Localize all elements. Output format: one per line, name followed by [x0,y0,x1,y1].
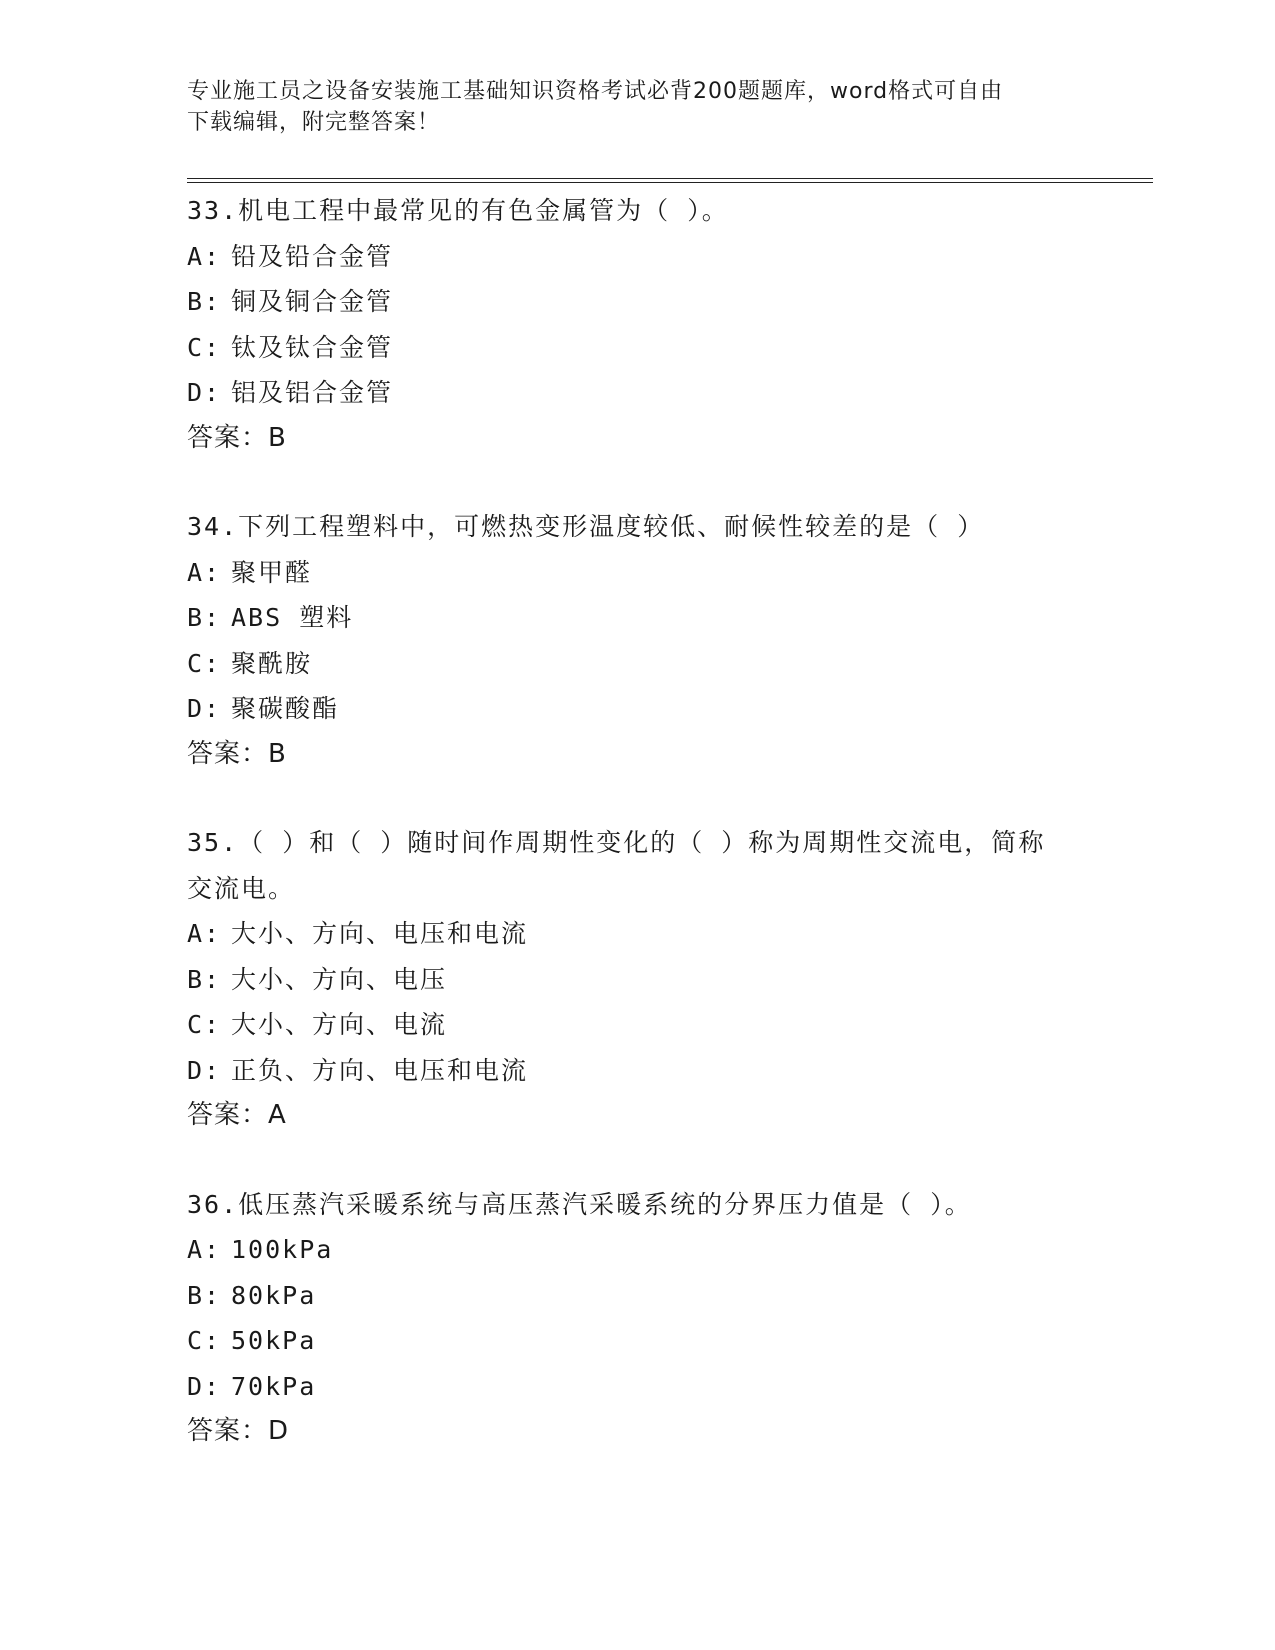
option-letter: A: [187,919,222,948]
option-d [187,686,1087,732]
question-stem: 下列工程塑料中，可燃热变形温度较低、耐候性较差的是（ ） [238,512,985,541]
option-letter: C: [187,332,222,362]
option-a [187,234,1087,280]
option-letter: A: [187,557,222,587]
option-text: 100kPa [231,1235,334,1264]
document-header [187,76,1087,138]
option-letter: C: [187,1326,222,1355]
option-c [187,1002,1087,1048]
option-b [187,1273,1087,1319]
header-line-1: 专业施工员之设备安装施工基础知识资格考试必背200题题库，word格式可自由 [187,79,1004,104]
answer-line [187,732,1087,778]
answer-label: 答案： [187,1416,269,1446]
option-letter: A: [187,1235,222,1264]
option-letter: D: [187,378,222,407]
spacer [187,777,1087,820]
question-34 [187,504,1087,777]
option-text: 大小、方向、电流 [231,1010,448,1039]
option-text: 聚碳酸酯 [231,694,340,723]
answer-value: D [268,1416,290,1446]
option-b [187,957,1087,1003]
question-33 [187,188,1087,461]
question-stem: 低压蒸汽采暖系统与高压蒸汽采暖系统的分界压力值是（ ）。 [238,1189,972,1219]
header-line-2: 下载编辑，附完整答案！ [187,110,441,135]
answer-line [187,1409,1087,1455]
option-letter: D: [187,1371,222,1401]
option-text: ABS 塑料 [231,603,354,632]
question-35 [187,820,1087,1139]
option-letter: B: [187,964,222,994]
option-letter: A: [187,241,222,271]
option-b [187,595,1087,641]
option-c [187,325,1087,371]
option-a [187,911,1087,957]
answer-line [187,416,1087,462]
question-text [187,820,1067,911]
question-list [187,188,1087,1455]
question-text [187,188,1067,234]
option-letter: C: [187,648,222,678]
option-text: 铜及铜合金管 [231,287,394,316]
question-stem: （ ）和（ ）随时间作周期性变化的（ ）称为周期性交流电，简称交流电。 [187,828,1046,903]
question-stem: 机电工程中最常见的有色金属管为（ ）。 [238,196,729,225]
option-text: 钛及钛合金管 [231,332,394,362]
answer-value: B [268,738,287,769]
option-text: 80kPa [231,1280,317,1310]
question-number: 36. [187,1189,239,1219]
option-a [187,550,1087,596]
question-36 [187,1182,1087,1455]
option-text: 聚酰胺 [231,648,313,678]
option-c [187,641,1087,687]
option-text: 大小、方向、电压和电流 [231,919,529,948]
option-text: 铅及铅合金管 [231,241,394,271]
option-d [187,370,1087,416]
option-text: 正负、方向、电压和电流 [231,1055,529,1085]
option-text: 大小、方向、电压 [231,964,448,994]
option-a [187,1227,1087,1273]
option-c [187,1318,1087,1364]
option-letter: D: [187,694,222,723]
option-letter: B: [187,603,222,632]
option-text: 聚甲醛 [231,557,313,587]
option-letter: D: [187,1055,222,1085]
question-text [187,1182,1067,1228]
option-text: 70kPa [231,1371,317,1401]
option-letter: C: [187,1010,222,1039]
option-text: 铝及铝合金管 [231,378,394,407]
option-b [187,279,1087,325]
header-divider [187,178,1153,183]
answer-label: 答案： [187,738,269,769]
answer-value: B [268,422,287,453]
answer-line [187,1093,1087,1139]
answer-value: A [268,1100,287,1130]
option-letter: B: [187,1280,222,1310]
option-d [187,1364,1087,1410]
question-number: 34. [187,512,239,541]
spacer [187,1139,1087,1182]
question-number: 33. [187,196,239,225]
answer-label: 答案： [187,422,269,453]
spacer [187,461,1087,504]
option-letter: B: [187,287,222,316]
question-text [187,504,1067,550]
option-d [187,1048,1087,1094]
answer-label: 答案： [187,1100,269,1130]
question-number: 35. [187,828,239,857]
option-text: 50kPa [231,1326,317,1355]
